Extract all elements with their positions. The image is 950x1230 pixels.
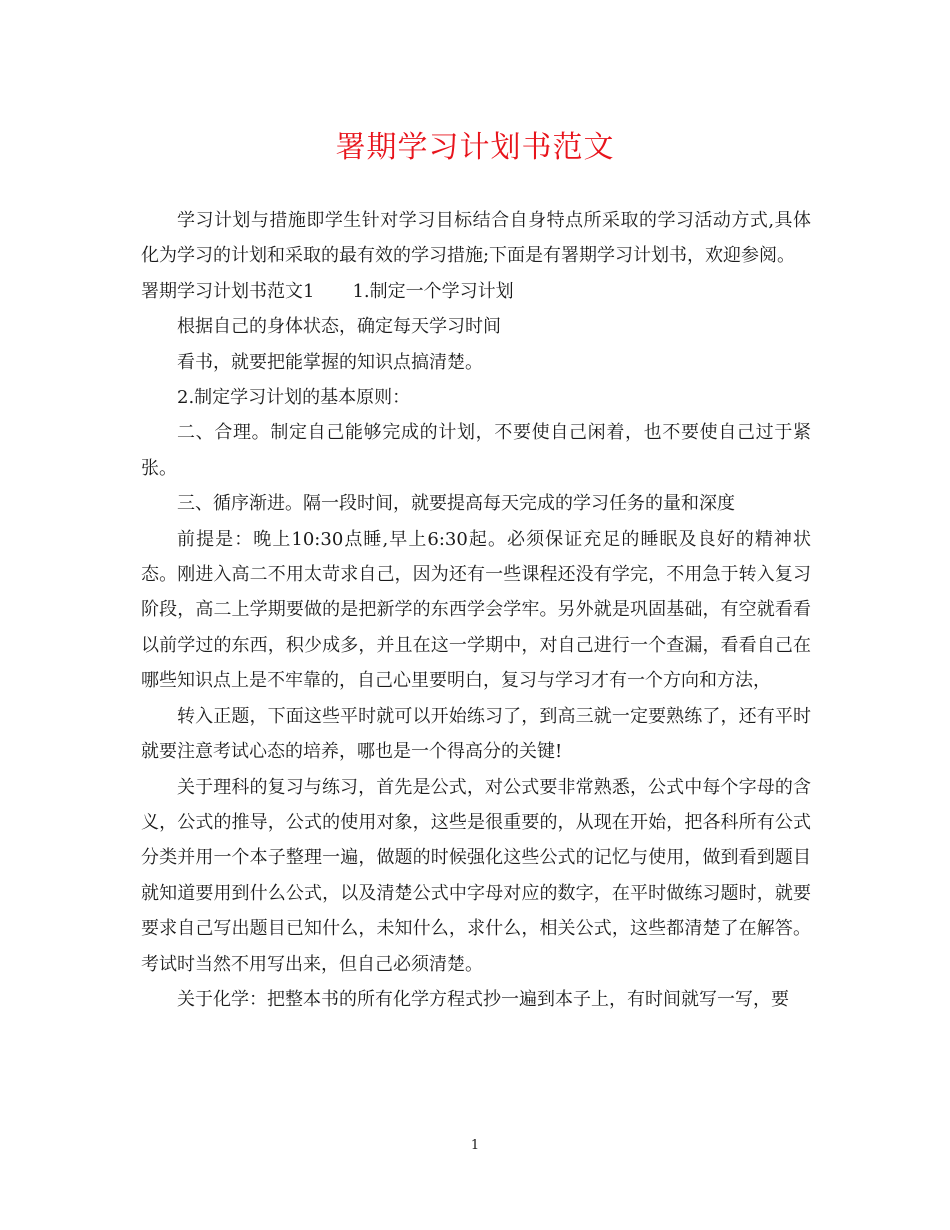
body-paragraph: 2.制定学习计划的基本原则： <box>177 387 411 409</box>
section-heading-line <box>141 274 811 309</box>
body-paragraph: 关于理科的复习与练习，首先是公式，对公式要非常熟悉，公式中每个字母的含义，公式的推导，公式的使用对象，这些是很重要的，从现在开始，把各科所有公式分类并用一个本子整理一遍，做题的时候强化这些公式的记忆与使用，做到看到题目就知道要用到什么公式，以及清楚公式中字母对应的数字，在平时做练习题时，就要要求自己写出题目已知什么，未知什么，求什么，相关公式，这些都清楚了在解答。考试时当然不用写出来，但自己必须清楚。 <box>141 776 811 975</box>
document-body <box>141 203 811 1017</box>
body-paragraph: 看书，就要把能掌握的知识点搞清楚。 <box>177 351 483 373</box>
body-paragraph: 前提是：晚上10:30点睡,早上6:30起。必须保证充足的睡眠及良好的精神状态。刚进入高二不用太苛求自己，因为还有一些课程还没有学完，不用急于转入复习阶段，高二上学期要做的是把新学的东西学会学牢。另外就是巩固基础，有空就看看以前学过的东西，积少成多，并且在这一学期中，对自己进行一个查漏，看看自己在哪些知识点上是不牢靠的，自己心里要明白，复习与学习才有一个方向和方法， <box>141 528 811 692</box>
body-paragraph: 根据自己的身体状态，确定每天学习时间 <box>177 316 501 338</box>
body-paragraph: 转入正题，下面这些平时就可以开始练习了，到高三就一定要熟练了，还有平时就要注意考试心态的培养，哪也是一个得高分的关键! <box>141 705 811 763</box>
section-first-item: 1.制定一个学习计划 <box>352 280 514 302</box>
intro-paragraph: 学习计划与措施即学生针对学习目标结合自身特点所采取的学习活动方式,具体化为学习的计划和采取的最有效的学习措施;下面是有署期学习计划书，欢迎参阅。 <box>141 210 811 267</box>
document-title: 署期学习计划书范文 <box>335 130 615 165</box>
page-number: 1 <box>470 1138 480 1153</box>
body-paragraph: 二、合理。制定自己能够完成的计划，不要使自己闲着，也不要使自己过于紧张。 <box>141 422 811 479</box>
body-paragraph: 三、循序渐进。隔一段时间，就要提高每天完成的学习任务的量和深度 <box>177 493 735 515</box>
section-heading: 署期学习计划书范文1 <box>141 280 315 302</box>
body-paragraph: 关于化学：把整本书的所有化学方程式抄一遍到本子上，有时间就写一写，要 <box>177 988 789 1010</box>
